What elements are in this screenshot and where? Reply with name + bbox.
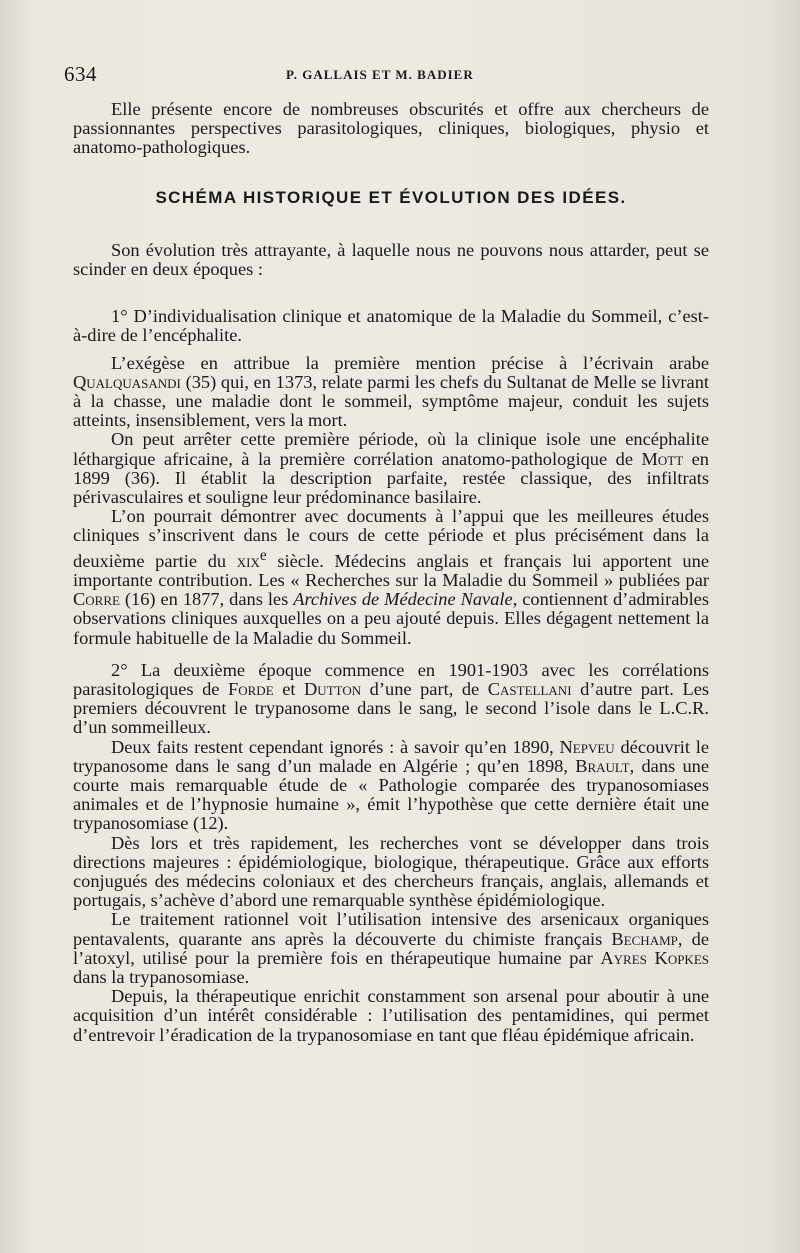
paragraph-treatment: Le traitement rationnel voit l’utilisation intensive des arsenicaux organiques pentavalents, quarante ans après la découverte du chimiste français Bechamp, de l’atoxyl, utilisé pour la première fois en thérapeutique humaine par Ayres Kopkes dans la trypanosomiase. — [73, 909, 709, 988]
paragraph-ignored-facts: Deux faits restent cependant ignorés : à savoir qu’en 1890, Nepveu découvrit le trypanosome dans le sang d’un malade en Algérie ; qu’en 1898, Brault, dans une courte mais remarquable étude de « Pathologie comparée des trypanosomiases animales et de l’hypnosie humaine », émit l’hypothèse que cette dernière était une trypanosomiase (12). — [73, 736, 710, 834]
author-name: Corre — [73, 589, 120, 610]
author-name: Qualquasandi — [73, 371, 181, 392]
running-head: P. GALLAIS ET M. BADIER — [286, 67, 474, 82]
paragraph-two-epochs: Son évolution très attrayante, à laquelle nous ne pouvons nous attarder, peut se scinder en deux époques : — [73, 239, 709, 280]
body-text — [73, 100, 709, 1045]
century-numeral: xix — [236, 550, 260, 571]
paragraph-exegese: L’exégèse en attribue la première mention précise à l’écrivain arabe Qualquasandi (35) qui, en 1373, relate parmi les chefs du Sultanat de Melle se livrant à la chasse, une maladie dont le sommeil, symptôme majeur, conduit les sujets atteints, insensiblement, vers la mort. — [73, 352, 709, 431]
paragraph-intro: Elle présente encore de nombreuses obscurités et offre aux chercheurs de passionnantes perspectives parasitologiques, cliniques, biologiques, physio et anatomo-pathologiques. — [73, 99, 709, 158]
author-name: Bechamp — [611, 928, 678, 949]
author-name: Brault — [575, 755, 630, 776]
page-header — [64, 62, 724, 86]
journal-title: Archives de Médecine Navale — [293, 589, 513, 610]
author-name: Ayres Kopkes — [600, 947, 709, 968]
paragraph-clinical-studies: L’on pourrait démontrer avec documents à l’appui que les meilleures études cliniques s’inscrivent dans le cours de cette période et plus précisément dans la deuxième partie du xix$^e$ siècle. Médecins anglais et français lui apportent une importante contribution. Les « Recherches sur la Maladie du Sommeil » publiées par Corre (16) en 1877, dans les Archives de Médecine Navale, contiennent d’admirables observations cliniques auxquelles on a peu ajouté depuis. Elles dégagent nettement la formule habituelle de la Maladie du Sommeil. — [73, 506, 710, 648]
author-name: Mott — [641, 448, 684, 469]
paragraph-first-period: On peut arrêter cette première période, où la clinique isole une encéphalite léthargique africaine, à la première corrélation anatomo-pathologique de Mott en 1899 (36). Il établit la description parfaite, restée classique, des infiltrats périvasculaires et souligne leur prédominance basilaire. — [73, 429, 709, 508]
author-name: Castellani — [487, 679, 572, 699]
paragraph-research-directions: Dès lors et très rapidement, les recherches vont se développer dans trois directions majeures : épidémiologique, biologique, thérapeutique. Grâce aux efforts conjugués des médecins coloniaux et des chercheurs français, anglais, allemands et portugais, s’achève d’abord une remarquable synthèse épidémiologique. — [73, 832, 709, 911]
page-number: 634 — [64, 62, 97, 86]
author-name: Dutton — [304, 679, 362, 699]
paragraph-pentamidines: Depuis, la thérapeutique enrichit constamment son arsenal pour aboutir à une acquisition d’un intérêt considérable : l’utilisation des pentamidines, qui permet d’entrevoir l’éradication de la trypanosomiase en tant que fléau épidémique africain. — [73, 986, 709, 1045]
author-name: Nepveu — [559, 736, 615, 757]
paragraph-first-epoch: 1° D’individualisation clinique et anatomique de la Maladie du Sommeil, c’est-à-dire de l’encéphalite. — [73, 306, 709, 346]
author-name: Forde — [228, 679, 274, 699]
paragraph-second-epoch: 2° La deuxième époque commence en 1901-1903 avec les corrélations parasitologiques de Forde et Dutton d’une part, de Castellani d’autre part. Les premiers découvrent le trypanosome dans le sang, le second l’isole dans le L.C.R. d’un sommeilleux. — [73, 659, 710, 738]
section-heading: SCHÉMA HISTORIQUE ET ÉVOLUTION DES IDÉES. — [155, 187, 627, 207]
